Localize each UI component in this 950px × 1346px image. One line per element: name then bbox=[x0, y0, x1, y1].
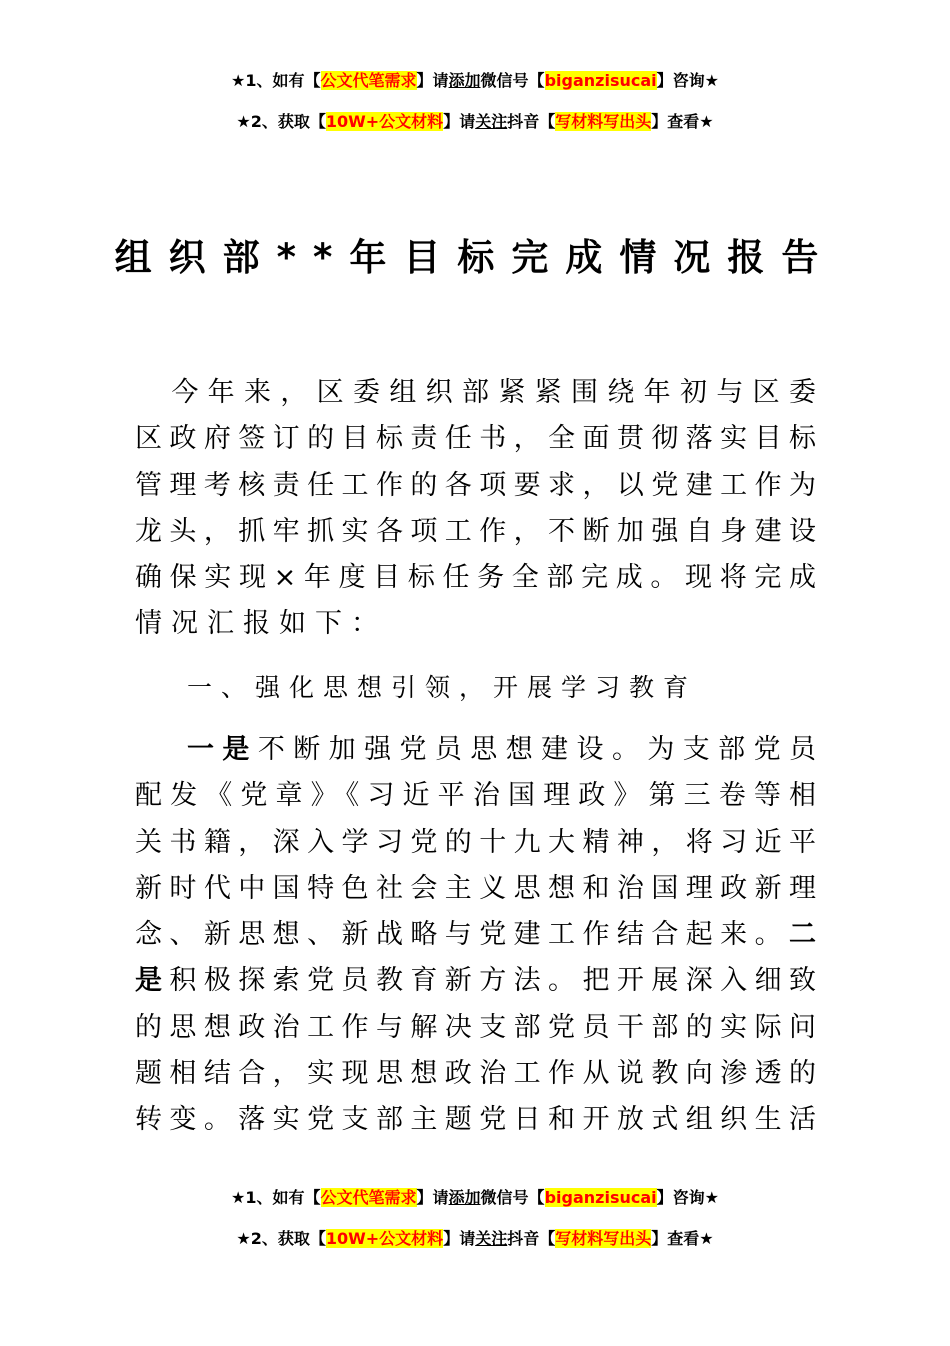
lead-phrase: 二 bbox=[789, 919, 816, 951]
paragraph-line: 区政府签订的目标责任书，全面贯彻落实目标 bbox=[135, 423, 816, 455]
ad-text: 】咨询★ bbox=[656, 1188, 719, 1207]
ad-underline: 关注 bbox=[475, 1229, 508, 1248]
ad-text: 】查看★ bbox=[651, 112, 714, 131]
line-text: 念、新思想、新战略与党建工作结合起来。 bbox=[135, 919, 789, 951]
ad-underline: 关注 bbox=[475, 112, 508, 131]
ad-highlight: 公文代笔需求 bbox=[320, 71, 417, 90]
ad-highlight: 写材料写出头 bbox=[555, 112, 652, 131]
footer-ad-line-2 bbox=[0, 1228, 950, 1250]
paragraph-line: 确保实现×年度目标任务全部完成。现将完成 bbox=[135, 562, 816, 594]
ad-text: ★2、获取【 bbox=[236, 112, 326, 131]
header-ad-line-2 bbox=[0, 111, 950, 133]
ad-text: 】查看★ bbox=[651, 1229, 714, 1248]
paragraph-line bbox=[135, 912, 816, 958]
ad-text: 】请 bbox=[416, 71, 449, 90]
footer-ad-line-1 bbox=[0, 1187, 950, 1209]
line-text: 积极探索党员教育新方法。把开展深入细致 bbox=[169, 965, 816, 997]
paragraph-line: 的思想政治工作与解决支部党员干部的实际问 bbox=[135, 1011, 816, 1043]
ad-text: 】咨询★ bbox=[656, 71, 719, 90]
paragraph-line: 配发《党章》《习近平治国理政》第三卷等相 bbox=[135, 780, 816, 812]
ad-highlight: 公文代笔需求 bbox=[320, 1188, 417, 1207]
ad-highlight: biganzisucai bbox=[544, 71, 657, 90]
paragraph-line: 龙头，抓牢抓实各项工作，不断加强自身建设 bbox=[135, 515, 816, 547]
ad-text: 】请 bbox=[443, 112, 476, 131]
paragraph-line: 转变。落实党支部主题党日和开放式组织生活 bbox=[135, 1104, 816, 1136]
ad-text: 】请 bbox=[443, 1229, 476, 1248]
ad-highlight: 10W+公文材料 bbox=[325, 112, 444, 131]
section-heading: 一、强化思想引领，开展学习教育 bbox=[187, 673, 698, 702]
ad-text: 】请 bbox=[416, 1188, 449, 1207]
line-text: 不断加强党员思想建设。为支部党员 bbox=[257, 734, 816, 765]
section-paragraph bbox=[135, 727, 816, 1144]
ad-text: ★1、如有【 bbox=[231, 71, 321, 90]
ad-text: 抖音【 bbox=[507, 1229, 556, 1248]
lead-phrase: 一是 bbox=[187, 734, 258, 765]
document-title: 组织部**年目标完成情况报告 bbox=[114, 236, 836, 279]
intro-paragraph bbox=[135, 370, 816, 648]
paragraph-line: 今年来，区委组织部紧紧围绕年初与区委 bbox=[135, 377, 816, 408]
paragraph-line bbox=[135, 727, 816, 773]
ad-text: ★1、如有【 bbox=[231, 1188, 321, 1207]
lead-phrase: 是 bbox=[135, 965, 170, 997]
ad-text: 抖音【 bbox=[507, 112, 556, 131]
paragraph-line: 题相结合，实现思想政治工作从说教向渗透的 bbox=[135, 1058, 816, 1090]
paragraph-line bbox=[135, 958, 816, 1004]
ad-highlight: biganzisucai bbox=[544, 1188, 657, 1207]
ad-text: 微信号【 bbox=[480, 1188, 545, 1207]
paragraph-line: 管理考核责任工作的各项要求，以党建工作为 bbox=[135, 469, 816, 501]
ad-underline: 添加 bbox=[448, 1188, 481, 1207]
paragraph-line: 新时代中国特色社会主义思想和治国理政新理 bbox=[135, 872, 816, 904]
paragraph-line: 关书籍，深入学习党的十九大精神，将习近平 bbox=[135, 826, 816, 858]
ad-underline: 添加 bbox=[448, 71, 481, 90]
ad-highlight: 10W+公文材料 bbox=[325, 1229, 444, 1248]
paragraph-line: 情况汇报如下： bbox=[135, 608, 387, 640]
header-ad-line-1 bbox=[0, 70, 950, 92]
ad-text: 微信号【 bbox=[480, 71, 545, 90]
ad-text: ★2、获取【 bbox=[236, 1229, 326, 1248]
ad-highlight: 写材料写出头 bbox=[555, 1229, 652, 1248]
